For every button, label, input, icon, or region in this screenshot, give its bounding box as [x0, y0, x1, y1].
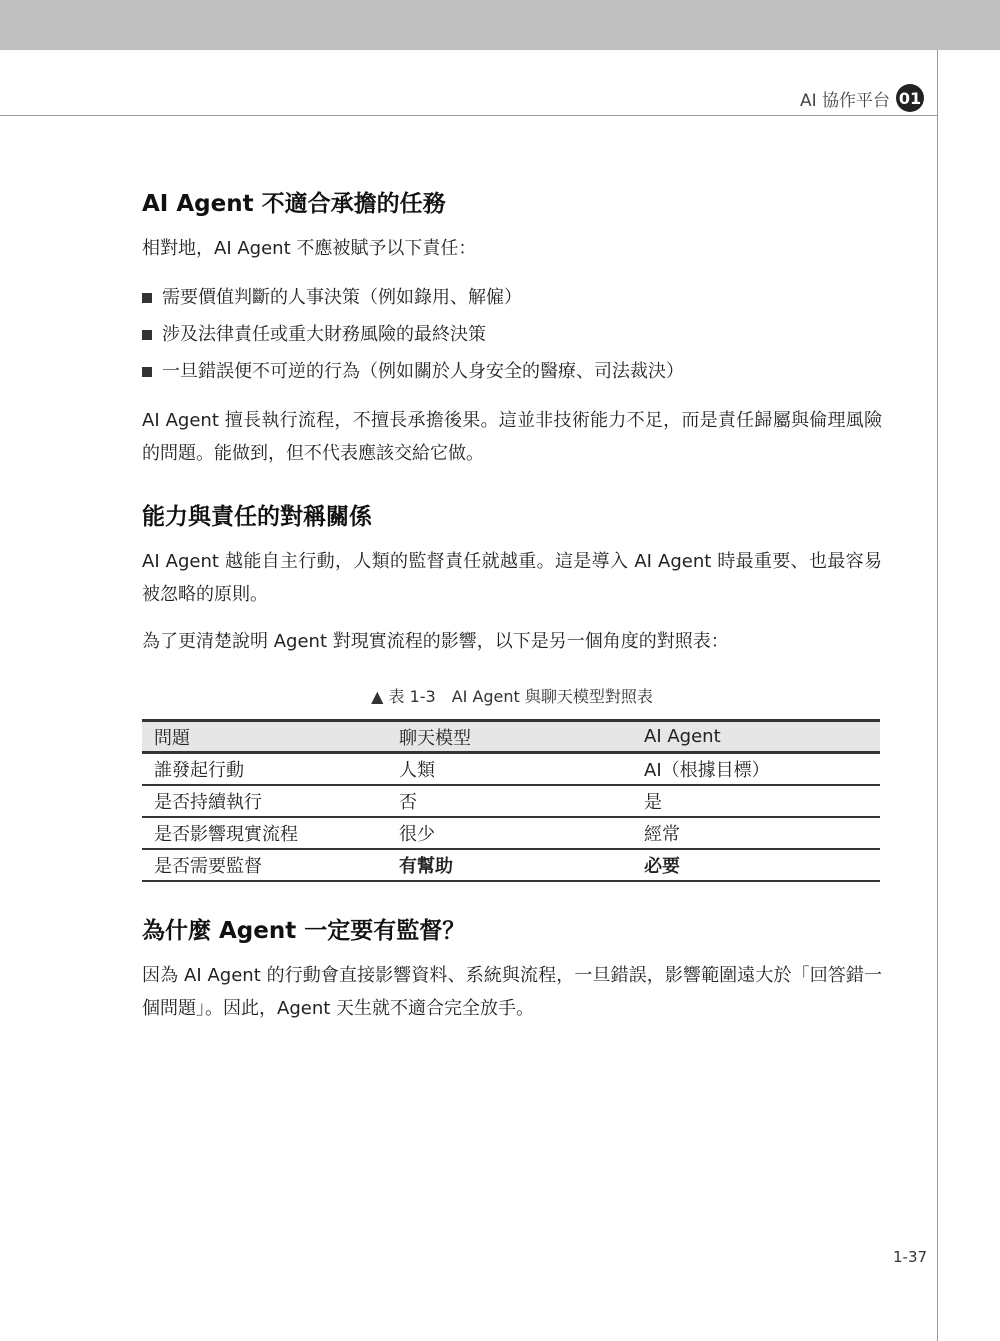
running-title: AI 協作平台 — [799, 90, 890, 111]
table-cell: 很少 — [387, 817, 632, 849]
list-item — [142, 316, 882, 353]
list-item — [142, 353, 882, 390]
table-cell: 是 — [632, 785, 880, 817]
paragraph: 為了更清楚說明 Agent 對現實流程的影響，以下是另一個角度的對照表： — [142, 631, 729, 652]
table-row — [142, 785, 880, 817]
table-row — [142, 849, 880, 881]
table-row — [142, 753, 880, 785]
page-number: 1-37 — [893, 1248, 928, 1266]
column-header: 問題 — [142, 721, 387, 753]
table-cell: 人類 — [387, 753, 632, 785]
paragraph: 相對地，AI Agent 不應被賦予以下責任： — [142, 238, 477, 259]
list-item-text: 一旦錯誤便不可逆的行為（例如關於人身安全的醫療、司法裁決） — [162, 361, 684, 382]
square-bullet-icon — [142, 367, 152, 377]
section-heading: 能力與責任的對稱關係 — [142, 504, 372, 530]
list-item — [142, 279, 882, 316]
list-item-text: 需要價值判斷的人事決策（例如錄用、解僱） — [162, 287, 522, 308]
comparison-table — [142, 719, 880, 882]
table-cell: 必要 — [632, 849, 880, 881]
bullet-list — [142, 279, 882, 390]
table-cell: 有幫助 — [387, 849, 632, 881]
table-header-row — [142, 721, 880, 753]
table-cell: 是否影響現實流程 — [142, 817, 387, 849]
table-cell: 否 — [387, 785, 632, 817]
table-cell: 誰發起行動 — [142, 753, 387, 785]
page-content — [142, 185, 882, 1039]
table-row — [142, 817, 880, 849]
section-heading: AI Agent 不適合承擔的任務 — [142, 191, 446, 217]
running-header — [800, 84, 924, 112]
table-cell: 是否需要監督 — [142, 849, 387, 881]
square-bullet-icon — [142, 293, 152, 303]
header-rule — [0, 115, 937, 116]
paragraph: AI Agent 越能自主行動，人類的監督責任就越重。這是導入 AI Agent 時最重要、也最容易被忽略的原則。 — [142, 551, 882, 605]
top-margin-bar — [0, 0, 1000, 50]
paragraph: AI Agent 擅長執行流程，不擅長承擔後果。這並非技術能力不足，而是責任歸屬與倫理風險的問題。能做到，但不代表應該交給它做。 — [142, 410, 882, 464]
table-caption: ▲ 表 1-3 AI Agent 與聊天模型對照表 — [371, 687, 653, 706]
table-cell: 是否持續執行 — [142, 785, 387, 817]
table-cell: 經常 — [632, 817, 880, 849]
column-header: AI Agent — [632, 721, 880, 753]
paragraph: 因為 AI Agent 的行動會直接影響資料、系統與流程，一旦錯誤，影響範圍遠大於「回答錯一個問題」。因此，Agent 天生就不適合完全放手。 — [142, 964, 883, 1019]
chapter-badge: 01 — [896, 84, 924, 112]
table-cell: AI（根據目標） — [632, 753, 880, 785]
section-heading: 為什麼 Agent 一定要有監督？ — [142, 917, 466, 944]
square-bullet-icon — [142, 330, 152, 340]
page-edge-line — [937, 50, 938, 1341]
list-item-text: 涉及法律責任或重大財務風險的最終決策 — [162, 324, 486, 345]
column-header: 聊天模型 — [387, 721, 632, 753]
